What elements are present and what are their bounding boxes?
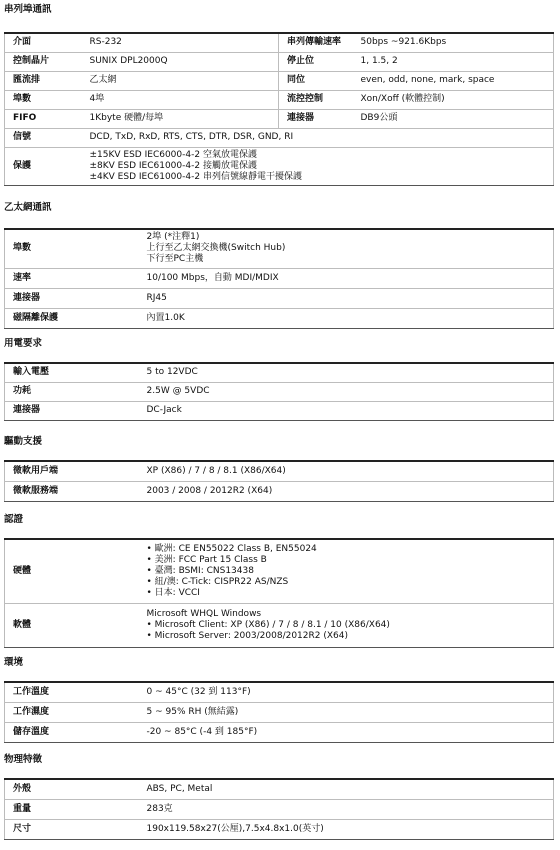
- spec-value: RS-232: [82, 33, 279, 52]
- spec-label: 功耗: [5, 382, 139, 401]
- spec-value: DB9公頭: [353, 109, 554, 128]
- table-row: [5, 603, 554, 647]
- spec-line: • 日本: VCCI: [146, 587, 200, 598]
- section-title-driver: 驅動支援: [4, 436, 43, 447]
- spec-value: 5 ~ 95% RH (無結露): [139, 702, 554, 722]
- spec-value: [139, 603, 554, 647]
- spec-label: 微軟用戶端: [5, 461, 139, 481]
- phys-table: [4, 778, 554, 840]
- spec-label: 控制晶片: [5, 52, 82, 71]
- spec-value: even, odd, none, mark, space: [353, 71, 554, 90]
- spec-label: 連接器: [5, 288, 139, 308]
- table-row: [5, 682, 554, 702]
- spec-label: 外殼: [5, 779, 139, 799]
- spec-value: 50bps ~921.6Kbps: [353, 33, 554, 52]
- spec-value: XP (X86) / 7 / 8 / 8.1 (X86/X64): [139, 461, 554, 481]
- spec-line: • Microsoft Server: 2003/2008/2012R2 (X64): [146, 630, 348, 641]
- spec-line: 上行至乙太網交換機(Switch Hub): [146, 243, 286, 254]
- table-row: [5, 722, 554, 742]
- spec-label: 微軟服務端: [13, 485, 59, 496]
- ethernet-table: [4, 228, 554, 329]
- table-row: [5, 71, 554, 90]
- section-title-cert: 認證: [4, 514, 24, 525]
- spec-label: 介面: [5, 33, 82, 52]
- spec-line: 2埠 (*注釋1): [146, 232, 200, 243]
- power-table: [4, 362, 554, 421]
- table-row: [5, 461, 554, 481]
- spec-line: ±4KV ESD IEC61000-4-2 串列信號線靜電干擾保護: [89, 171, 302, 182]
- table-row: [5, 702, 554, 722]
- spec-label: 輸入電壓: [5, 363, 139, 382]
- spec-label: 重量: [5, 799, 139, 819]
- spec-value: ABS, PC, Metal: [139, 779, 554, 799]
- spec-label: 軟體: [13, 619, 32, 630]
- spec-label: 連接器: [13, 405, 41, 415]
- table-row: [5, 109, 554, 128]
- spec-label: 連接器: [279, 109, 353, 128]
- table-row: [5, 52, 554, 71]
- table-row: [5, 481, 554, 501]
- spec-label: 信號: [5, 128, 82, 147]
- spec-value: 283克: [139, 799, 554, 819]
- spec-label: 埠數: [5, 90, 82, 109]
- spec-value: 4埠: [82, 90, 279, 109]
- spec-value: 2003 / 2008 / 2012R2 (X64): [146, 485, 273, 496]
- spec-value: 乙太網: [82, 71, 279, 90]
- spec-value: [139, 229, 554, 268]
- spec-value: [139, 539, 554, 603]
- spec-label: FIFO: [5, 109, 82, 128]
- spec-label: 尺寸: [13, 823, 32, 834]
- spec-line: • 歐洲: CE EN55022 Class B, EN55024: [146, 543, 317, 554]
- spec-label: 速率: [5, 268, 139, 288]
- spec-label: 儲存溫度: [13, 726, 50, 737]
- spec-line: ±8KV ESD IEC61000-4-2 接觸放電保護: [89, 160, 257, 171]
- spec-label: 串列傳輸速率: [279, 33, 353, 52]
- table-row: [5, 363, 554, 382]
- spec-value: RJ45: [139, 288, 554, 308]
- spec-value: 1Kbyte 硬體/每埠: [82, 109, 279, 128]
- table-row: [5, 539, 554, 603]
- spec-line: • 紐/澳: C-Tick: CISPR22 AS/NZS: [146, 576, 289, 587]
- spec-label: 同位: [279, 71, 353, 90]
- table-row: [5, 229, 554, 268]
- spec-label: 停止位: [279, 52, 353, 71]
- table-row: [5, 779, 554, 799]
- spec-value: 1, 1.5, 2: [353, 52, 554, 71]
- spec-value: 5 to 12VDC: [139, 363, 554, 382]
- table-row: [5, 288, 554, 308]
- spec-value: [82, 147, 554, 185]
- section-title-power: 用電要求: [4, 338, 43, 349]
- spec-label: 匯流排: [5, 71, 82, 90]
- section-title-phys: 物理特徵: [4, 754, 43, 765]
- spec-label: 流控控制: [279, 90, 353, 109]
- spec-label: 工作濕度: [5, 702, 139, 722]
- spec-value: -20 ~ 85°C (-4 到 185°F): [146, 726, 258, 737]
- spec-value: 內置1.0K: [146, 312, 185, 323]
- spec-line: ±15KV ESD IEC6000-4-2 空氣放電保護: [89, 149, 257, 160]
- spec-label: 磁隔離保護: [13, 312, 59, 323]
- spec-line: • 臺灣: BSMI: CNS13438: [146, 565, 254, 576]
- table-row: [5, 308, 554, 328]
- spec-line: 下行至PC主機: [146, 254, 204, 265]
- serial-table: [4, 32, 554, 186]
- table-row: [5, 128, 554, 147]
- table-row: [5, 819, 554, 839]
- spec-label: 埠數: [5, 229, 139, 268]
- spec-line: • Microsoft Client: XP (X86) / 7 / 8 / 8.1 / 10 (X86/X64): [146, 619, 390, 630]
- table-row: [5, 268, 554, 288]
- spec-value: 190x119.58x27(公厘),7.5x4.8x1.0(英寸): [146, 823, 324, 834]
- spec-label: 工作溫度: [5, 682, 139, 702]
- spec-label: 保護: [13, 160, 32, 171]
- section-title-serial: 串列埠通訊: [4, 4, 52, 15]
- spec-line: • 美洲: FCC Part 15 Class B: [146, 554, 267, 565]
- table-row: [5, 799, 554, 819]
- spec-label: 硬體: [5, 539, 139, 603]
- table-row: [5, 33, 554, 52]
- driver-table: [4, 460, 554, 502]
- spec-value: Xon/Xoff (軟體控制): [353, 90, 554, 109]
- spec-value: 2.5W @ 5VDC: [139, 382, 554, 401]
- spec-value: DC-Jack: [146, 405, 182, 415]
- spec-value: SUNIX DPL2000Q: [82, 52, 279, 71]
- env-table: [4, 681, 554, 743]
- table-row: [5, 147, 554, 185]
- spec-value: DCD, TxD, RxD, RTS, CTS, DTR, DSR, GND, RI: [82, 128, 554, 147]
- table-row: [5, 90, 554, 109]
- spec-value: 0 ~ 45°C (32 到 113°F): [139, 682, 554, 702]
- table-row: [5, 382, 554, 401]
- section-title-env: 環境: [4, 657, 24, 668]
- spec-value: 10/100 Mbps，自動 MDI/MDIX: [139, 268, 554, 288]
- table-row: [5, 401, 554, 420]
- spec-line: Microsoft WHQL Windows: [146, 608, 262, 619]
- section-title-ethernet: 乙太網通訊: [4, 202, 52, 213]
- cert-table: [4, 538, 554, 648]
